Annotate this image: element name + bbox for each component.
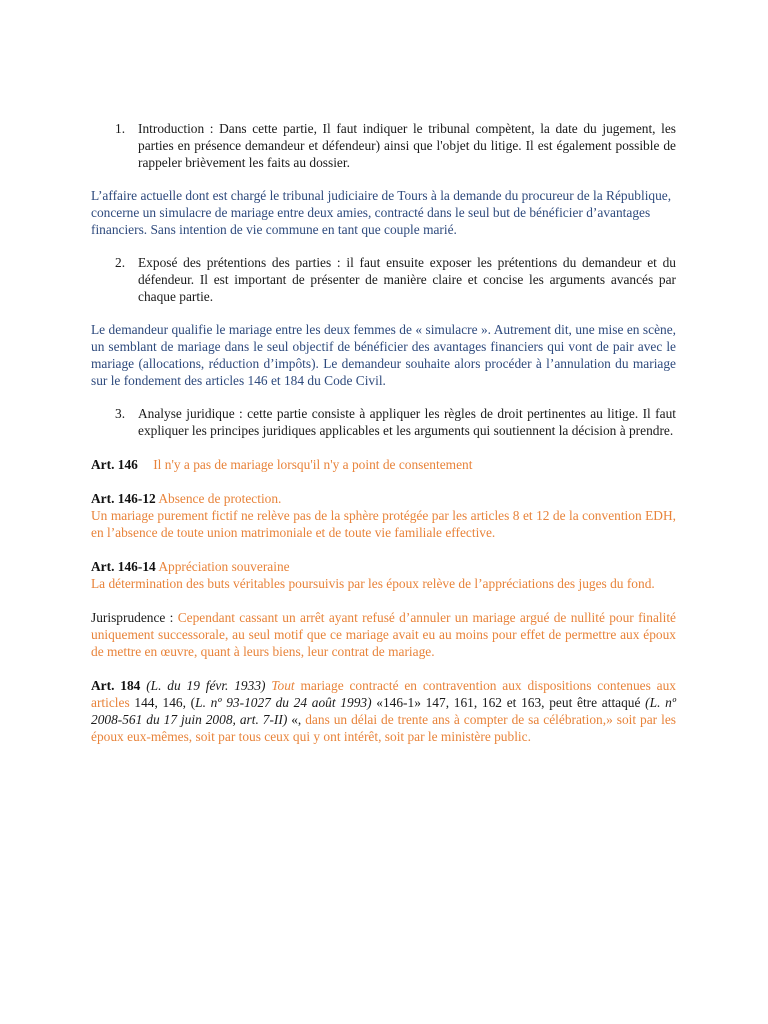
article-refs: 144, 146, (: [134, 695, 196, 710]
article-refs: «146-1» 147, 161, 162 et 163, peut être attaqué: [376, 695, 641, 710]
article-emphasis: Tout: [271, 678, 295, 693]
article-label: Art. 146: [91, 457, 138, 472]
list-item-introduction: [91, 120, 676, 171]
list-number: 1.: [115, 121, 126, 136]
document-page: [91, 120, 676, 745]
article-text: mariage contracté en contravention aux dispositions contenues aux articles: [91, 678, 676, 710]
list-item-expose: [91, 254, 676, 305]
article-text: La détermination des buts véritables poursuivis par les époux relève de l’appréciations des juges du fond.: [91, 576, 655, 591]
article-146-14: [91, 558, 676, 592]
article-title: Absence de protection.: [158, 491, 282, 506]
article-146-12: [91, 490, 676, 541]
list-item-text: Exposé des prétentions des parties : il faut ensuite exposer les prétentions du demandeur et du défendeur. Il est important de présenter de manière claire et concise les arguments avancés par chaque partie.: [138, 255, 676, 304]
article-label: Art. 146-14: [91, 559, 156, 574]
article-title: Appréciation souveraine: [158, 559, 290, 574]
list-number: 3.: [115, 406, 126, 421]
article-label: Art. 146-12: [91, 491, 156, 506]
list-number: 2.: [115, 255, 126, 270]
article-reference: (L. nº 2008-561 du 17 juin 2008, art. 7-II): [91, 695, 676, 727]
article-reference: L. nº 93-1027 du 24 août 1993): [195, 695, 372, 710]
article-184: [91, 677, 676, 745]
jurisprudence-text: Cependant cassant un arrêt ayant refusé d’annuler un mariage argué de nullité pour finalité uniquement successorale, au seul motif que ce mariage avait eu au moins pour effet de permettre aux époux de mettre en œuvre, quant à leurs biens, leur contrat de mariage.: [91, 610, 676, 659]
jurisprudence: [91, 609, 676, 660]
paragraph-demandeur: Le demandeur qualifie le mariage entre les deux femmes de « simulacre ». Autrement dit, une mise en scène, un semblant de mariage dans le seul objectif de bénéficier des avantages financiers qui vont de pair avec le mariage (allocations, réduction d’impôts). Le demandeur souhaite alors procéder à l’annulation du mariage sur le fondement des articles 146 et 184 du Code Civil.: [91, 322, 676, 388]
article-146: [91, 456, 676, 473]
article-refs: «,: [291, 712, 302, 727]
list-item-text: Introduction : Dans cette partie, Il faut indiquer le tribunal compètent, la date du jugement, les parties en présence demandeur et défendeur) ainsi que l'objet du litige. Il est également possible de rappeler brièvement les faits au dossier.: [138, 121, 676, 170]
jurisprudence-label: Jurisprudence :: [91, 610, 174, 625]
article-label: Art. 184: [91, 678, 141, 693]
article-text: Il n'y a pas de mariage lorsqu'il n'y a point de consentement: [153, 457, 473, 472]
article-text: dans un délai de trente ans à compter de sa célébration,» soit par les époux eux-mêmes, soit par tous ceux qui y ont intérêt, soit par le ministère public.: [91, 712, 676, 744]
paragraph-affaire: L’affaire actuelle dont est chargé le tribunal judiciaire de Tours à la demande du procureur de la République, concerne un simulacre de mariage entre deux amies, contracté dans le seul but de bénéficier d’avantages financiers. Sans intention de vie commune en tant que couple marié.: [91, 188, 672, 237]
list-item-analyse: [91, 405, 676, 439]
list-item-text: Analyse juridique : cette partie consiste à appliquer les règles de droit pertinentes au litige. Il faut expliquer les principes juridiques applicables et les arguments qui soutiennent la décision à prendre.: [138, 406, 676, 438]
article-text: Un mariage purement fictif ne relève pas de la sphère protégée par les articles 8 et 12 de la convention EDH, en l’absence de toute union matrimoniale et de toute vie familiale effective.: [91, 508, 676, 540]
article-reference: (L. du 19 févr. 1933): [146, 678, 266, 693]
